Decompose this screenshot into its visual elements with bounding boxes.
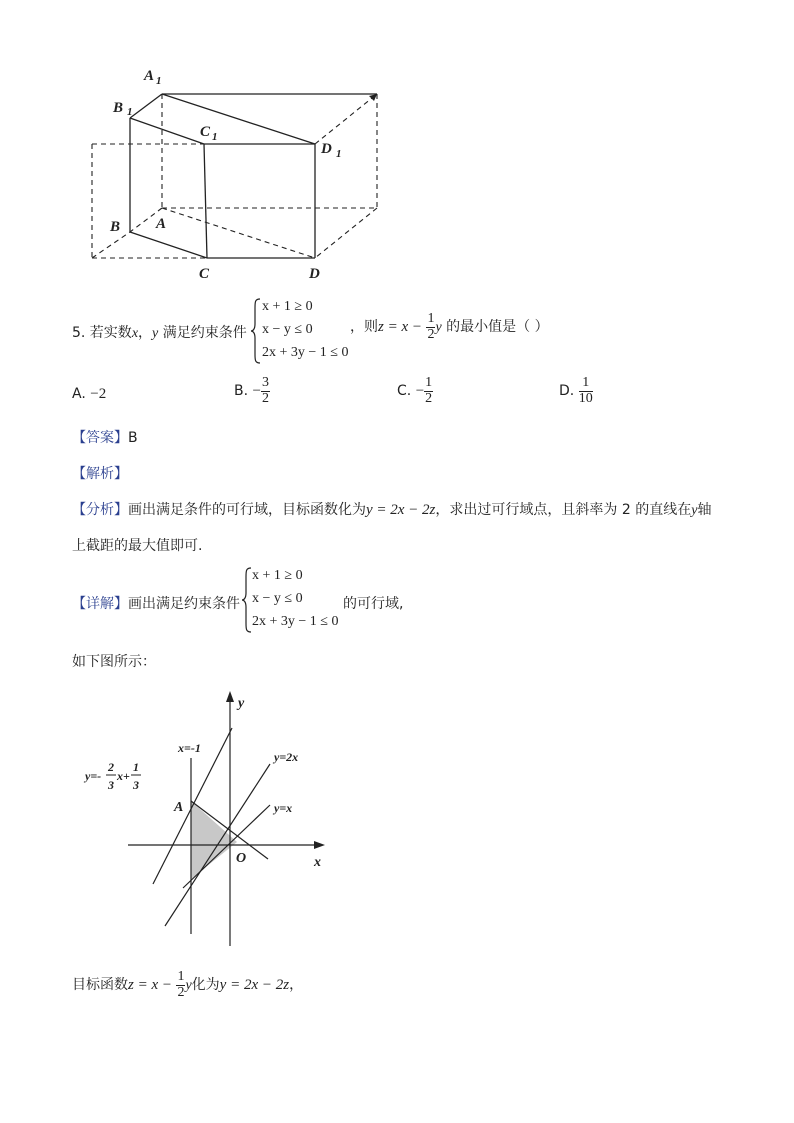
svg-text:1: 1 xyxy=(212,131,218,143)
constraint-system-q5 xyxy=(262,295,348,364)
label-x-minus-1: x=-1 xyxy=(178,741,201,755)
q5-fraction: $\frac{1}{2}$ xyxy=(427,311,435,342)
prism-figure xyxy=(70,60,400,285)
label-y-2x: y=2x xyxy=(274,750,299,764)
xiangjie-text2: 的可行域, xyxy=(343,596,404,612)
option-a[interactable]: A. −2 xyxy=(72,386,107,402)
final-line: 目标函数z = x − $\frac{1}{2}$ y化为y = 2x − 2z， xyxy=(72,969,304,1000)
label-b1: B xyxy=(113,100,124,116)
question-5: 5. 若实数x，y 满足约束条件 xyxy=(72,325,247,341)
y-axis-label: y xyxy=(238,696,245,711)
label-c: C xyxy=(199,266,210,282)
point-a-label: A xyxy=(174,800,184,815)
label-b: B xyxy=(110,219,121,235)
origin-label: O xyxy=(236,851,247,866)
label-d1: D xyxy=(321,141,332,157)
option-c[interactable]: C. − $\frac{1}{2}$ xyxy=(397,375,433,406)
svg-text:1: 1 xyxy=(336,148,342,160)
svg-text:2: 2 xyxy=(108,760,114,774)
svg-text:1: 1 xyxy=(133,760,139,774)
label-y-x: y=x xyxy=(274,801,293,815)
feasible-region-figure xyxy=(80,688,340,953)
label-d: D xyxy=(309,266,320,282)
svg-text:1: 1 xyxy=(127,106,133,118)
answer-line: 【答案】B xyxy=(72,430,138,446)
svg-text:3: 3 xyxy=(133,778,139,792)
analysis-heading: 【解析】 xyxy=(72,466,128,482)
fenxi-paragraph: 【分析】画出满足条件的可行域，目标函数化为y = 2x − 2z，求出过可行域点，且斜率为 2 的直线在y轴 xyxy=(72,502,712,518)
fenxi-line2: 上截距的最大值即可. xyxy=(72,538,203,554)
label-a: A xyxy=(156,216,167,232)
label-c1: C xyxy=(200,124,211,140)
xiangjie-text: 【详解】画出满足约束条件 xyxy=(72,596,240,612)
option-d[interactable]: D. $\frac{1}{10}$ xyxy=(559,375,593,406)
x-axis-label: x xyxy=(314,855,321,870)
svg-text:y=-: y=- xyxy=(85,769,102,783)
svg-text:1: 1 xyxy=(156,75,162,87)
svg-text:x+: x+ xyxy=(117,769,130,783)
figure-caption: 如下图所示： xyxy=(72,654,156,670)
constraint-2: x − y ≤ 0 xyxy=(262,322,313,337)
constraint-1: x + 1 ≥ 0 xyxy=(262,299,313,314)
brace-q5 xyxy=(250,298,262,364)
constraint-system-xiangjie: x + 1 ≥ 0 x − y ≤ 0 2x + 3y − 1 ≤ 0 xyxy=(252,568,339,629)
constraint-3: 2x + 3y − 1 ≤ 0 xyxy=(262,345,349,360)
option-b[interactable]: B. − $\frac{3}{2}$ xyxy=(234,375,269,406)
svg-text:3: 3 xyxy=(108,778,114,792)
q5-objective: ，则z = x − $\frac{1}{2}$ y 的最小值是（ ） xyxy=(350,311,549,342)
label-a1: A xyxy=(144,68,155,84)
